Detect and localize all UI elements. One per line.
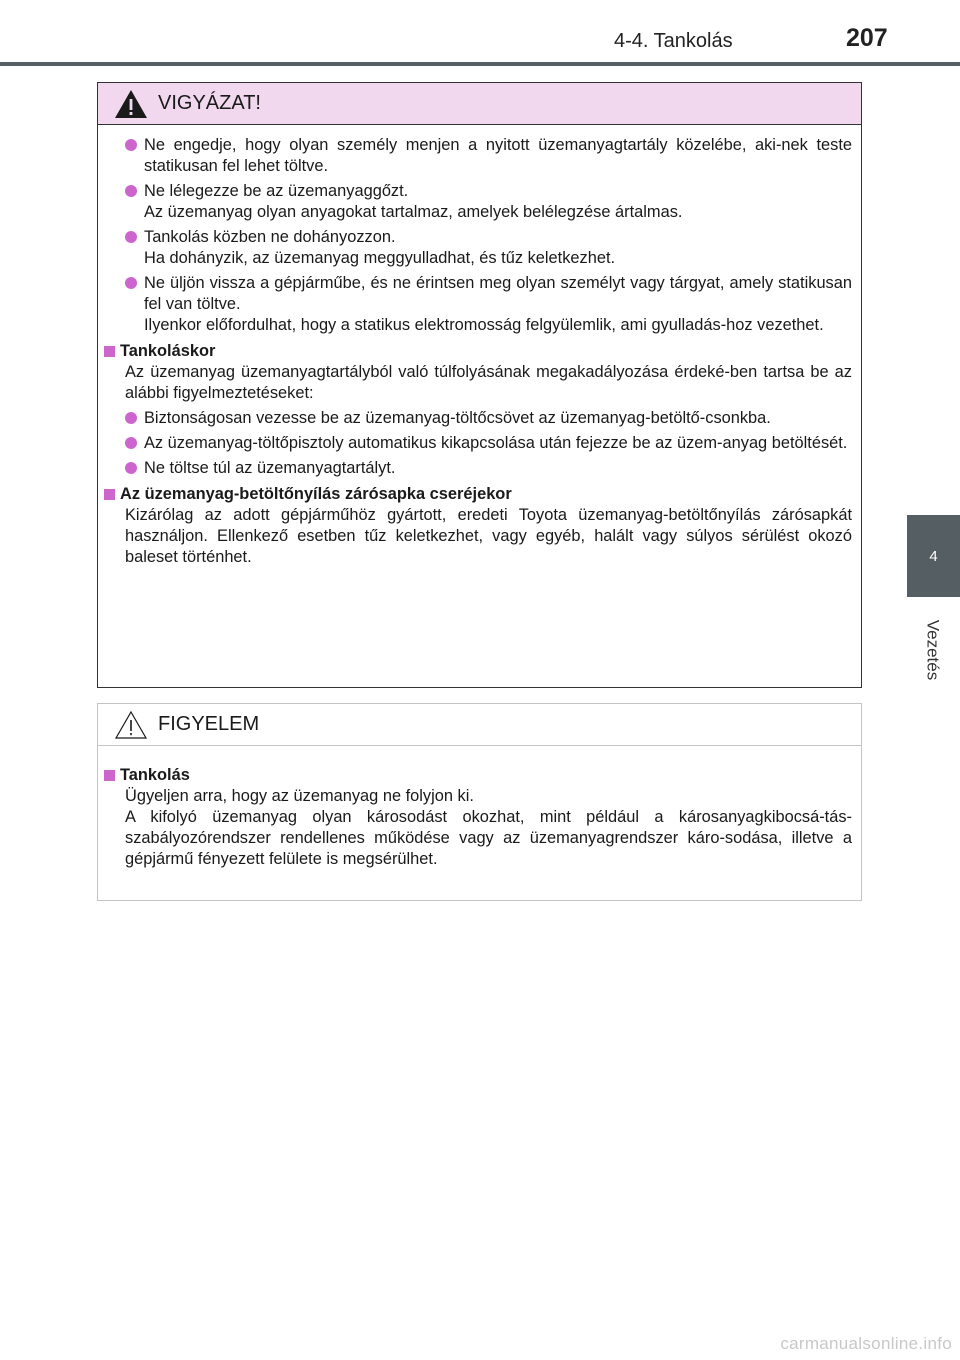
section-title: 4-4. Tankolás: [614, 30, 733, 52]
chapter-number: 4: [929, 547, 938, 565]
caution-box: [97, 703, 862, 901]
section-text: A kifolyó üzemanyag olyan károsodást okozhat, mint például a károsanyagkibocsá-tás-szabályozórendszer rendellenes működése vagy az üzemanyagrendszer káro-sodása, illetve a gépjármű fényezett felülete is megsérülhet.: [125, 808, 852, 868]
section-heading-text: Tankolás: [120, 766, 190, 784]
section-square-icon: [104, 489, 115, 500]
bullet-text: Az üzemanyag-töltőpisztoly automatikus kikapcsolása után fejezze be az üzem-anyag betöltését.: [144, 434, 848, 452]
bullet-text: Ne töltse túl az üzemanyagtartályt.: [144, 459, 396, 477]
chapter-tab[interactable]: [907, 515, 960, 597]
bullet-text: Ha dohányzik, az üzemanyag meggyulladhat, és tűz keletkezhet.: [144, 249, 616, 267]
warning-header: [98, 83, 861, 125]
bullet-dot-icon: [125, 412, 137, 424]
chapter-label-text: Vezetés: [923, 619, 942, 681]
header-rule: [0, 62, 960, 66]
bullet-text: Ilyenkor előfordulhat, hogy a statikus elektromosság felgyülemlik, ami gyulladás-hoz vezethet.: [144, 316, 824, 334]
list-item: [104, 181, 852, 223]
warning-title: VIGYÁZAT!: [158, 92, 261, 114]
section-text: Kizárólag az adott gépjárműhöz gyártott, eredeti Toyota üzemanyag-betöltőnyílás zárósapkát használjon. Ellenkező esetben tűz keletkezhet, vagy egyéb, halált vagy súlyos sérülést okozó baleset történhet.: [125, 506, 852, 566]
section-text: Ügyeljen arra, hogy az üzemanyag ne folyjon ki.: [125, 787, 474, 805]
warning-box: [97, 82, 862, 688]
section-heading: [104, 765, 852, 786]
section-refueling-caution: [104, 765, 852, 870]
list-item: [104, 227, 852, 269]
bullet-text: Tankolás közben ne dohányozzon.: [144, 228, 396, 246]
bullet-dot-icon: [125, 462, 137, 474]
section-heading: [104, 484, 852, 505]
warning-triangle-icon: [114, 89, 148, 119]
bullet-text: Ne engedje, hogy olyan személy menjen a nyitott üzemanyagtartály közelébe, aki-nek teste statikusan fel lehet töltve.: [144, 136, 852, 175]
bullet-dot-icon: [125, 139, 137, 151]
section-heading-text: Az üzemanyag-betöltőnyílás zárósapka cseréjekor: [120, 485, 512, 503]
section-square-icon: [104, 346, 115, 357]
section-intro: Az üzemanyag üzemanyagtartályból való túlfolyásának megakadályozása érdeké-ben tartsa be az alábbi figyelmeztetéseket:: [125, 363, 852, 402]
section-heading: [104, 341, 852, 362]
bullet-dot-icon: [125, 185, 137, 197]
bullet-dot-icon: [125, 437, 137, 449]
bullet-text: Ne üljön vissza a gépjárműbe, és ne érintsen meg olyan személyt vagy tárgyat, amely statikusan fel van töltve.: [144, 274, 852, 313]
bullet-text: Ne lélegezze be az üzemanyaggőzt.: [144, 182, 409, 200]
chapter-label: [912, 610, 952, 690]
list-item: [125, 408, 852, 429]
page-number: 207: [846, 24, 888, 52]
bullet-dot-icon: [125, 277, 137, 289]
section-fuel-cap: [104, 484, 852, 568]
bullet-text: Az üzemanyag olyan anyagokat tartalmaz, amelyek belélegzése ártalmas.: [144, 203, 683, 221]
section-square-icon: [104, 770, 115, 781]
list-item: [104, 273, 852, 336]
caution-body: [98, 746, 861, 870]
list-item: [125, 458, 852, 479]
section-heading-text: Tankoláskor: [120, 342, 216, 360]
watermark: carmanualsonline.info: [780, 1334, 952, 1353]
caution-triangle-icon: [114, 710, 148, 740]
list-item: [104, 135, 852, 177]
bullet-text: Biztonságosan vezesse be az üzemanyag-töltőcsövet az üzemanyag-betöltő-csonkba.: [144, 409, 771, 427]
bullet-dot-icon: [125, 231, 137, 243]
section-refueling: [104, 341, 852, 479]
caution-title: FIGYELEM: [158, 713, 260, 735]
warning-body: [98, 125, 861, 568]
caution-header: [98, 704, 861, 746]
list-item: [125, 433, 852, 454]
